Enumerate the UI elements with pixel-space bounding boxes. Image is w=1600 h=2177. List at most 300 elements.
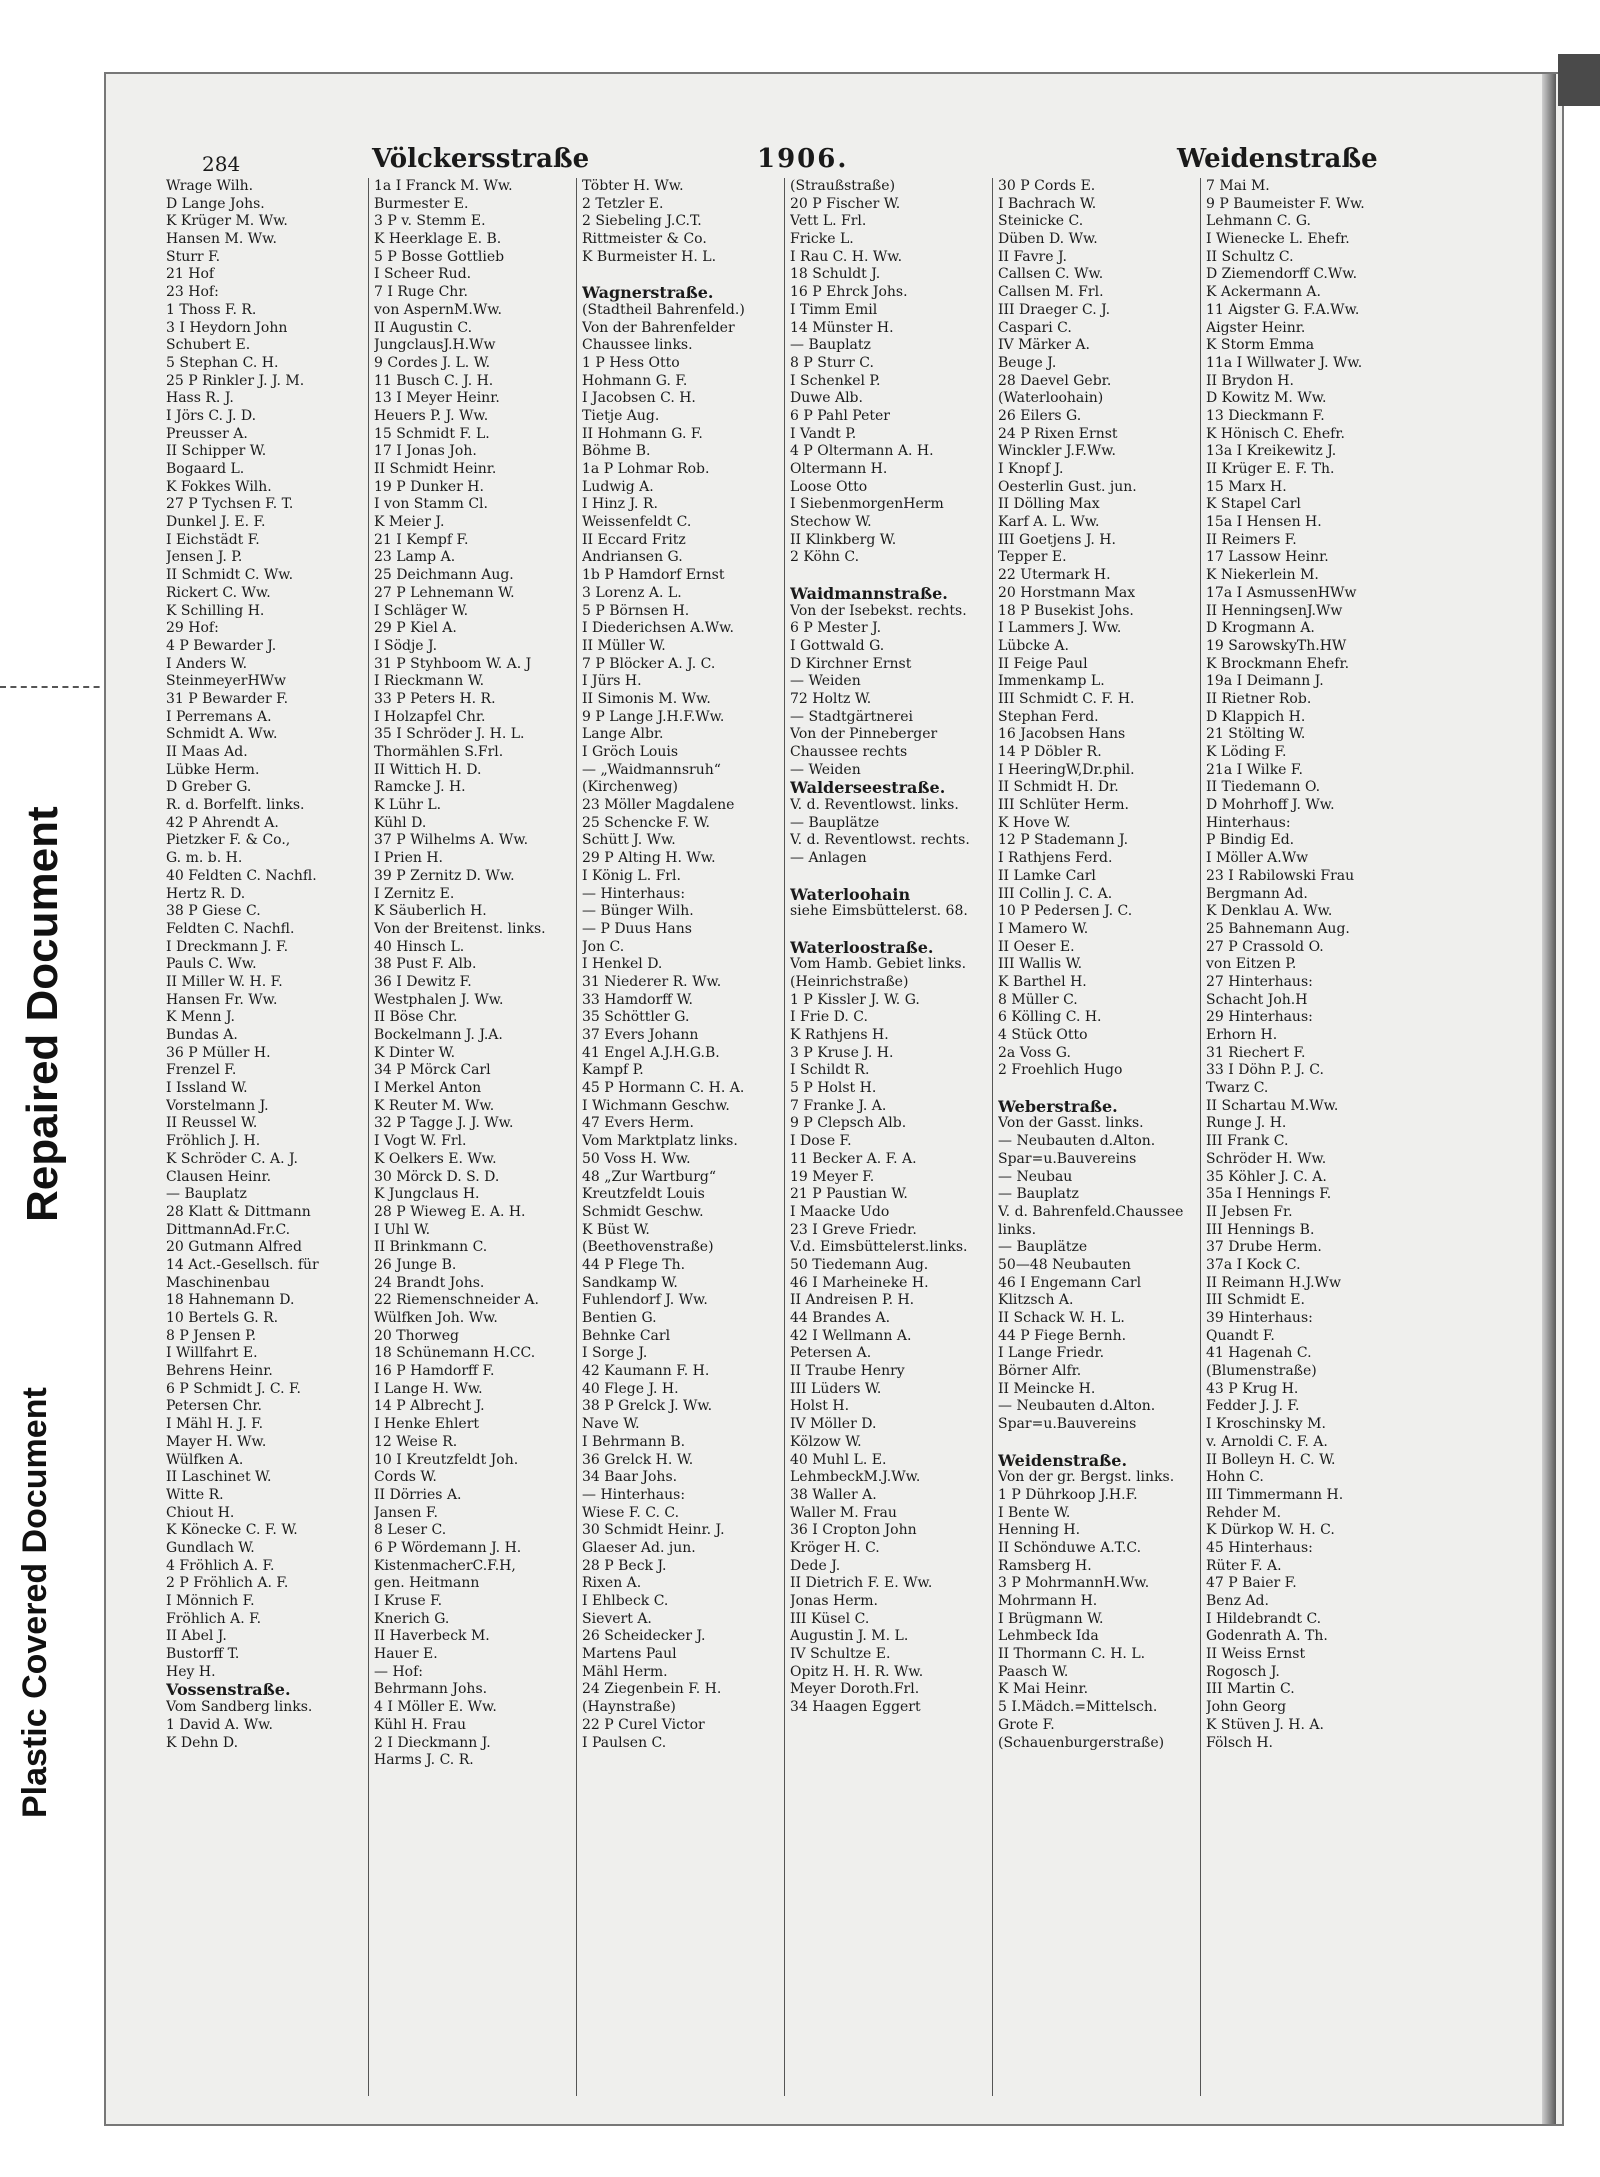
directory-entry: 27 Hinterhaus: [1206, 973, 1313, 990]
directory-entry: R. d. Borfelft. links. [166, 797, 305, 814]
directory-entry: Börner Alfr. [998, 1363, 1082, 1380]
directory-entry: 50—48 Neubauten [998, 1256, 1131, 1273]
directory-entry: SteinmeyerHWw [166, 673, 287, 690]
directory-entry: II Oeser E. [998, 938, 1075, 955]
directory-entry: V.d. Eimsbüttelerst.links. [790, 1239, 968, 1256]
directory-entry: 26 Junge B. [374, 1256, 457, 1273]
directory-entry: II Dölling Max [998, 496, 1100, 513]
directory-entry: I Kroschinsky M. [1206, 1416, 1326, 1433]
directory-entry: Tepper E. [998, 549, 1067, 566]
directory-entry: I Henke Ehlert [374, 1416, 480, 1433]
directory-entry: Hertz R. D. [166, 885, 246, 902]
directory-entry: DittmannAd.Fr.C. [166, 1221, 291, 1238]
directory-entry: 3 I Heydorn John [166, 319, 288, 336]
directory-entry: Wülfken Joh. Ww. [374, 1310, 498, 1326]
directory-entry: 33 Hamdorff W. [582, 991, 693, 1008]
directory-entry: von Eitzen P. [1206, 956, 1297, 973]
directory-entry: Hansen Fr. Ww. [166, 991, 278, 1008]
directory-entry: I Mamero W. [998, 920, 1089, 937]
directory-entry: Fölsch H. [1206, 1734, 1274, 1751]
directory-entry: I von Stamm Cl. [374, 496, 488, 513]
directory-entry: 2 Froehlich Hugo [998, 1062, 1123, 1079]
directory-entry: Schubert E. [166, 337, 251, 354]
directory-entry: IV Möller D. [790, 1416, 877, 1433]
directory-entry: III Goetjens J. H. [998, 531, 1116, 548]
directory-entry: 36 Grelck H. W. [582, 1451, 694, 1468]
directory-entry: D Ziemendorff C.Ww. [1206, 266, 1358, 283]
directory-entry: 38 Waller A. [790, 1486, 877, 1503]
directory-entry: II Krüger E. F. Th. [1206, 461, 1335, 477]
directory-entry: 34 Haagen Eggert [790, 1699, 921, 1716]
directory-entry: III Collin J. C. A. [998, 885, 1113, 902]
directory-entry: (Waterloohain) [998, 390, 1104, 407]
directory-entry: 17 Lassow Heinr. [1206, 549, 1329, 566]
directory-entry: II Schultz C. [1206, 248, 1294, 265]
directory-entry: I Willfahrt E. [166, 1345, 258, 1362]
repaired-document-label: Repaired Document [18, 806, 67, 1222]
directory-entry: 9 P Clepsch Alb. [790, 1115, 907, 1132]
directory-entry: Vom Hamb. Gebiet links. [790, 956, 967, 973]
directory-entry: 35 I Schröder J. H. L. [374, 726, 525, 743]
directory-entry: Wagnerstraße. [582, 284, 714, 302]
directory-entry: 50 Voss H. Ww. [582, 1150, 691, 1167]
directory-entry: Jon C. [582, 938, 625, 955]
directory-entry: Lübke Herm. [166, 761, 260, 778]
directory-entry: 28 P Wieweg E. A. H. [374, 1203, 526, 1220]
directory-entry: Kühl D. [374, 814, 427, 831]
left-running-title: Völckersstraße [372, 144, 590, 174]
directory-entry: 28 Klatt & Dittmann [166, 1203, 311, 1220]
directory-entry: 1a I Franck M. Ww. [374, 178, 513, 194]
directory-entry: 20 Horstmann Max [998, 584, 1136, 601]
directory-entry: V. d. Reventlowst. links. [790, 797, 959, 814]
directory-entry: Feldten C. Nachfl. [166, 920, 295, 937]
directory-entry: II Schipper W. [166, 443, 267, 460]
directory-entry: 46 I Engemann Carl [998, 1274, 1142, 1291]
directory-entry: I Dose F. [790, 1133, 852, 1150]
directory-entry: II Andreisen P. H. [790, 1292, 915, 1309]
directory-entry: Stechow W. [790, 514, 872, 531]
right-running-title: Weidenstraße [1177, 144, 1378, 174]
directory-entry: — Bauplatz [998, 1186, 1079, 1203]
directory-entry: Hohn C. [1206, 1469, 1264, 1486]
directory-entry: 5 Stephan C. H. [166, 354, 279, 371]
directory-entry: 44 P Fiege Bernh. [998, 1327, 1127, 1344]
directory-entry: III Timmermann H. [1206, 1486, 1344, 1503]
directory-entry: Lange Albr. [582, 726, 664, 743]
directory-entry: 4 Fröhlich A. F. [166, 1557, 275, 1574]
directory-entry: 47 P Baier F. [1206, 1575, 1297, 1592]
directory-entry: Cords W. [374, 1469, 437, 1486]
directory-entry: K Stüven J. H. A. [1206, 1716, 1324, 1733]
directory-entry [790, 921, 986, 939]
directory-entry: II Eccard Fritz [582, 531, 686, 548]
directory-entry: K Büst W. [582, 1221, 650, 1238]
directory-entry: 10 Bertels G. R. [166, 1310, 279, 1326]
directory-entry: II Müller W. [582, 637, 666, 654]
directory-entry: Rickert C. Ww. [166, 584, 271, 601]
directory-entry: Witte R. [166, 1486, 224, 1503]
directory-entry: Ramcke J. H. [374, 779, 466, 796]
directory-entry: Ramsberg H. [998, 1557, 1092, 1574]
directory-entry: Clausen Heinr. [166, 1168, 272, 1185]
directory-entry: Grote F. [998, 1716, 1055, 1733]
directory-entry: 27 P Crassold O. [1206, 938, 1324, 955]
directory-entry: 25 P Rinkler J. J. M. [166, 372, 305, 389]
directory-entry: IV Schultze E. [790, 1646, 891, 1663]
directory-column-4 [790, 178, 986, 2098]
directory-entry: I Hinz J. R. [582, 496, 658, 513]
directory-entry: Schmidt A. Ww. [166, 726, 278, 743]
directory-entry: 27 P Lehnemann W. [374, 584, 515, 601]
directory-entry: II Meincke H. [998, 1380, 1096, 1397]
directory-entry: III Schmidt E. [1206, 1292, 1305, 1309]
directory-entry: II Böse Chr. [374, 1009, 458, 1026]
directory-entry: I Vogt W. Frl. [374, 1133, 467, 1150]
directory-entry: III Wallis W. [998, 956, 1083, 973]
directory-entry: 24 Brandt Johs. [374, 1274, 485, 1291]
directory-entry: Petersen A. [790, 1345, 872, 1362]
directory-entry: Maschinenbau [166, 1274, 270, 1291]
directory-entry: I Dreckmann J. F. [166, 938, 289, 955]
directory-entry: Jensen J. P. [166, 549, 243, 566]
directory-entry: K Schröder C. A. J. [166, 1150, 298, 1167]
directory-entry: 8 P Jensen P. [166, 1327, 257, 1344]
directory-entry: Martens Paul [582, 1646, 677, 1663]
directory-entry: 24 Ziegenbein F. H. [582, 1681, 722, 1698]
directory-entry: III Frank C. [1206, 1133, 1289, 1150]
directory-entry: K Säuberlich H. [374, 903, 487, 920]
directory-entry: 72 Holtz W. [790, 690, 872, 707]
directory-entry: 45 P Hormann C. H. A. [582, 1080, 745, 1097]
directory-entry: Heuers P. J. Ww. [374, 407, 489, 424]
directory-entry: 1 P Dührkoop J.H.F. [998, 1486, 1138, 1503]
year-title: 1906. [757, 144, 849, 174]
directory-entry: 6 Kölling C. H. [998, 1009, 1102, 1026]
directory-entry: Kröger H. C. [790, 1539, 880, 1556]
directory-entry: Ludwig A. [582, 478, 654, 495]
directory-entry: II Weiss Ernst [1206, 1646, 1306, 1663]
directory-entry: 17a I AsmussenHWw [1206, 584, 1357, 601]
directory-entry: D Greber G. [166, 779, 252, 796]
directory-entry: 45 Hinterhaus: [1206, 1539, 1313, 1556]
directory-entry: Hohmann G. F. [582, 372, 688, 389]
directory-entry: I Wienecke L. Ehefr. [1206, 231, 1350, 248]
directory-entry: Von der Breitenst. links. [374, 920, 546, 937]
directory-entry: II Schack W. H. L. [998, 1310, 1125, 1326]
dashed-divider [0, 686, 110, 688]
directory-entry: links. [998, 1221, 1037, 1238]
directory-entry: 20 Gutmann Alfred [166, 1239, 302, 1256]
directory-entry: II Brydon H. [1206, 372, 1294, 389]
directory-entry: V. d. Bahrenfeld.Chaussee [998, 1203, 1184, 1220]
directory-entry: 12 P Stademann J. [998, 832, 1129, 849]
directory-entry: K Storm Emma [1206, 337, 1315, 354]
directory-entry: 25 Schencke F. W. [582, 814, 710, 831]
column-rule [784, 178, 785, 2096]
directory-entry: Kölzow W. [790, 1433, 862, 1450]
directory-entry: I Kruse F. [374, 1593, 443, 1609]
directory-entry: I Schenkel P. [790, 372, 881, 389]
directory-entry: von AspernM.Ww. [374, 301, 503, 318]
directory-entry: 29 P Kiel A. [374, 620, 457, 637]
directory-entry: 22 Utermark H. [998, 567, 1111, 584]
directory-entry: Steinicke C. [998, 213, 1084, 230]
directory-entry: D Kowitz M. Ww. [1206, 390, 1327, 407]
directory-entry: I Brügmann W. [998, 1610, 1104, 1627]
directory-entry: 19 P Dunker H. [374, 478, 484, 495]
directory-entry: Kreutzfeldt Louis [582, 1186, 705, 1203]
directory-entry: 14 P Döbler R. [998, 744, 1102, 760]
directory-entry: II Miller W. H. F. [166, 973, 283, 990]
directory-entry: 5 P Bosse Gottlieb [374, 248, 505, 265]
directory-entry: I Möller A.Ww [1206, 850, 1309, 867]
directory-entry: 31 P Styhboom W. A. J [374, 655, 532, 672]
directory-entry: Schütt J. Ww. [582, 832, 676, 849]
directory-entry: siehe Eimsbüttelerst. 68. [790, 903, 968, 920]
directory-entry: 20 Thorweg [374, 1327, 459, 1344]
directory-entry: II Klinkberg W. [790, 531, 897, 548]
directory-entry: John Georg [1206, 1699, 1287, 1716]
directory-entry: Henning H. [998, 1522, 1081, 1539]
directory-entry: I Södje J. [374, 637, 438, 654]
directory-entry: Lübcke A. [998, 637, 1069, 654]
directory-entry: 21 I Kempf F. [374, 531, 469, 548]
directory-entry: 38 P Giese C. [166, 903, 261, 920]
directory-entry: 36 I Dewitz F. [374, 973, 472, 990]
directory-entry: Burmester E. [374, 195, 469, 212]
directory-entry: 39 Hinterhaus: [1206, 1310, 1313, 1326]
directory-entry: K Jungclaus H. [374, 1186, 480, 1203]
directory-entry: Pauls C. Ww. [166, 956, 257, 973]
directory-entry: 42 Kaumann F. H. [582, 1363, 710, 1380]
directory-entry: Rüter F. A. [1206, 1557, 1282, 1574]
directory-entry: 9 P Lange J.H.F.Ww. [582, 708, 725, 725]
directory-entry: 26 Scheidecker J. [582, 1628, 706, 1645]
directory-entry: Winckler J.F.Ww. [998, 443, 1116, 460]
directory-column-1 [166, 178, 362, 2098]
directory-entry: 1b P Hamdorf Ernst [582, 567, 725, 584]
directory-entry: I Schildt R. [790, 1062, 870, 1079]
directory-entry: (Beethovenstraße) [582, 1239, 714, 1256]
directory-entry: LehmbeckM.J.Ww. [790, 1469, 921, 1486]
directory-entry: Callsen M. Frl. [998, 284, 1104, 301]
directory-entry: I Timm Emil [790, 301, 878, 318]
directory-entry: I Henkel D. [582, 956, 663, 973]
directory-entry: II Reimers F. [1206, 531, 1297, 548]
directory-entry: 48 „Zur Wartburg“ [582, 1168, 717, 1185]
directory-entry: D Krogmann A. [1206, 620, 1315, 637]
directory-entry: Behnke Carl [582, 1327, 671, 1344]
directory-entry: 4 Stück Otto [998, 1027, 1088, 1043]
directory-entry: 4 P Bewarder J. [166, 637, 277, 654]
directory-entry: 1 Thoss F. R. [166, 301, 257, 318]
directory-entry: — Neubau [998, 1168, 1073, 1185]
directory-entry: I Bente W. [998, 1504, 1071, 1521]
directory-entry: I Uhl W. [374, 1221, 431, 1238]
directory-entry: II Hohmann G. F. [582, 425, 703, 442]
directory-entry: Bustorff T. [166, 1646, 240, 1663]
directory-entry: 47 Evers Herm. [582, 1115, 694, 1132]
directory-entry: 30 Schmidt Heinr. J. [582, 1522, 725, 1539]
directory-entry: — „Waidmannsruh“ [582, 761, 721, 778]
directory-entry: 44 Brandes A. [790, 1310, 891, 1326]
directory-entry: KistenmacherC.F.H, [374, 1557, 516, 1574]
directory-entry: 17 I Jonas Joh. [374, 443, 477, 460]
directory-entry: (Haynstraße) [582, 1699, 676, 1716]
directory-entry: 2 I Dieckmann J. [374, 1734, 491, 1751]
directory-entry: Paasch W. [998, 1663, 1069, 1680]
directory-entry: 28 P Beck J. [582, 1557, 667, 1574]
directory-entry: I Schläger W. [374, 602, 469, 619]
directory-entry: I SiebenmorgenHerm [790, 496, 944, 513]
directory-entry: 2 P Fröhlich A. F. [166, 1575, 289, 1592]
directory-entry: II Traube Henry [790, 1363, 905, 1380]
directory-entry: Opitz H. H. R. Ww. [790, 1663, 924, 1680]
directory-entry: 7 Mai M. [1206, 178, 1270, 194]
directory-entry: 24 P Rixen Ernst [998, 425, 1118, 442]
directory-entry: (Straußstraße) [790, 178, 896, 194]
directory-entry: II Feige Paul [998, 655, 1088, 672]
directory-entry: Mähl Herm. [582, 1663, 668, 1680]
directory-entry: Lehmbeck Ida [998, 1628, 1099, 1645]
directory-entry: 6 P Schmidt J. C. F. [166, 1380, 301, 1397]
directory-entry: K Mai Heinr. [998, 1681, 1089, 1698]
directory-entry: 14 P Albrecht J. [374, 1398, 485, 1415]
directory-entry: Knerich G. [374, 1610, 450, 1627]
directory-entry: K Niekerlein M. [1206, 567, 1319, 584]
directory-entry: 37 P Wilhelms A. Ww. [374, 832, 529, 849]
directory-entry: 41 Engel A.J.H.G.B. [582, 1044, 720, 1061]
directory-entry: II Dietrich F. E. Ww. [790, 1575, 933, 1592]
directory-entry: 18 P Busekist Johs. [998, 602, 1134, 619]
directory-entry: II Jebsen Fr. [1206, 1203, 1293, 1220]
directory-entry: I Frie D. C. [790, 1009, 868, 1026]
directory-entry: Bentien G. [582, 1310, 657, 1326]
directory-entry: Bockelmann J. J.A. [374, 1027, 503, 1043]
directory-entry: III Draeger C. J. [998, 301, 1111, 318]
directory-entry: 35 Schöttler G. [582, 1009, 690, 1026]
directory-entry: Kampf P. [582, 1062, 644, 1079]
directory-entry [998, 1434, 1194, 1452]
directory-entry: v. Arnoldi C. F. A. [1206, 1433, 1328, 1450]
directory-entry: II Schönduwe A.T.C. [998, 1539, 1142, 1556]
directory-entry: I Lammers J. Ww. [998, 620, 1122, 637]
directory-entry: K Denklau A. Ww. [1206, 903, 1333, 920]
directory-entry: Waterloostraße. [790, 938, 934, 957]
directory-entry: Böhme B. [582, 443, 651, 460]
directory-entry: II Rietner Rob. [1206, 690, 1312, 707]
directory-entry: 29 Hinterhaus: [1206, 1009, 1313, 1026]
directory-entry: 3 P Kruse J. H. [790, 1044, 894, 1061]
directory-entry: Hey H. [166, 1663, 216, 1680]
directory-entry: Waller M. Frau [790, 1504, 897, 1521]
directory-entry: Aigster Heinr. [1206, 319, 1306, 336]
directory-entry: K Dinter W. [374, 1044, 456, 1061]
directory-entry: 7 P Blöcker A. J. C. [582, 655, 716, 672]
directory-entry: I Ehlbeck C. [582, 1593, 669, 1609]
directory-entry: Spar=u.Bauvereins [998, 1150, 1137, 1167]
directory-entry: 11a I Willwater J. Ww. [1206, 354, 1363, 371]
directory-entry: II Brinkmann C. [374, 1239, 488, 1256]
directory-entry: D Kirchner Ernst [790, 655, 912, 672]
directory-entry: 43 P Krug H. [1206, 1380, 1299, 1397]
directory-entry: 46 I Marheineke H. [790, 1274, 929, 1291]
directory-entry: 14 Münster H. [790, 319, 894, 336]
directory-entry: Vett L. Frl. [790, 213, 867, 230]
directory-entry: Chiout H. [166, 1504, 235, 1521]
directory-entry: II Haverbeck M. [374, 1628, 490, 1645]
directory-entry: K Fokkes Wilh. [166, 478, 272, 495]
directory-entry: 31 P Bewarder F. [166, 690, 289, 707]
directory-entry: Düben D. Ww. [998, 231, 1098, 248]
directory-entry: (Schauenburgerstraße) [998, 1734, 1165, 1751]
directory-entry: III Lüders W. [790, 1380, 882, 1397]
directory-entry: 11 Becker A. F. A. [790, 1150, 917, 1167]
directory-entry: Schacht Joh.H [1206, 991, 1308, 1008]
directory-entry: 21 P Paustian W. [790, 1186, 908, 1203]
directory-entry: 26 Eilers G. [998, 407, 1082, 424]
directory-entry: Von der Isebekst. rechts. [790, 602, 967, 619]
directory-entry: Mohrmann H. [998, 1593, 1098, 1609]
directory-entry: 15 Marx H. [1206, 478, 1287, 495]
directory-entry: 18 Schünemann H.CC. [374, 1345, 536, 1362]
directory-entry: Runge J. H. [1206, 1115, 1287, 1132]
directory-entry: 9 P Baumeister F. Ww. [1206, 195, 1365, 212]
directory-entry: Andriansen G. [582, 549, 683, 566]
directory-entry: Frenzel F. [166, 1062, 237, 1079]
directory-entry: 2 Köhn C. [790, 549, 860, 566]
directory-entry: K Lühr L. [374, 797, 442, 814]
directory-entry: Fröhlich J. H. [166, 1133, 261, 1150]
directory-entry: I Sorge J. [582, 1345, 648, 1362]
directory-entry: JungclausJ.H.Ww [374, 337, 496, 354]
directory-entry: 19a I Deimann J. [1206, 673, 1324, 690]
directory-entry: I Rathjens Ferd. [998, 850, 1113, 867]
directory-entry: 27 P Tychsen F. T. [166, 496, 294, 513]
directory-entry: Schmidt Geschw. [582, 1203, 704, 1220]
directory-entry: Karf A. L. Ww. [998, 514, 1100, 531]
directory-entry: II Tiedemann O. [1206, 779, 1321, 796]
directory-column-5 [998, 178, 1194, 2098]
directory-entry: 16 Jacobsen Hans [998, 726, 1126, 743]
directory-entry: Bogaard L. [166, 461, 245, 477]
directory-entry: III Schmidt C. F. H. [998, 690, 1135, 707]
directory-entry: 5 I.Mädch.=Mittelsch. [998, 1699, 1158, 1716]
directory-entry: 6 P Wördemann J. H. [374, 1539, 522, 1556]
directory-entry: II Schartau M.Ww. [1206, 1097, 1339, 1114]
directory-entry: Rixen A. [582, 1575, 642, 1592]
directory-entry: K Meier J. [374, 514, 445, 531]
directory-entry: 2a Voss G. [998, 1044, 1071, 1061]
directory-entry: 40 Muhl L. E. [790, 1451, 887, 1468]
directory-entry: Gundlach W. [166, 1539, 255, 1556]
directory-entry: 50 Tiedemann Aug. [790, 1256, 929, 1273]
directory-entry: K Barthel H. [998, 973, 1087, 990]
directory-entry: Caspari C. [998, 319, 1072, 336]
directory-entry: 15 Schmidt F. L. [374, 425, 490, 442]
directory-entry: 31 Riechert F. [1206, 1044, 1306, 1061]
directory-entry: Sturr F. [166, 248, 221, 265]
directory-entry: 38 Pust F. Alb. [374, 956, 477, 973]
directory-entry: Pietzker F. & Co., [166, 832, 291, 849]
directory-entry: — Anlagen [790, 850, 867, 867]
directory-entry: Rogosch J. [1206, 1663, 1280, 1680]
directory-entry: I Jacobsen C. H. [582, 390, 696, 407]
directory-entry: Von der Pinneberger [790, 726, 938, 743]
directory-entry: Hinterhaus: [1206, 814, 1291, 831]
directory-entry: 8 Leser C. [374, 1522, 447, 1539]
